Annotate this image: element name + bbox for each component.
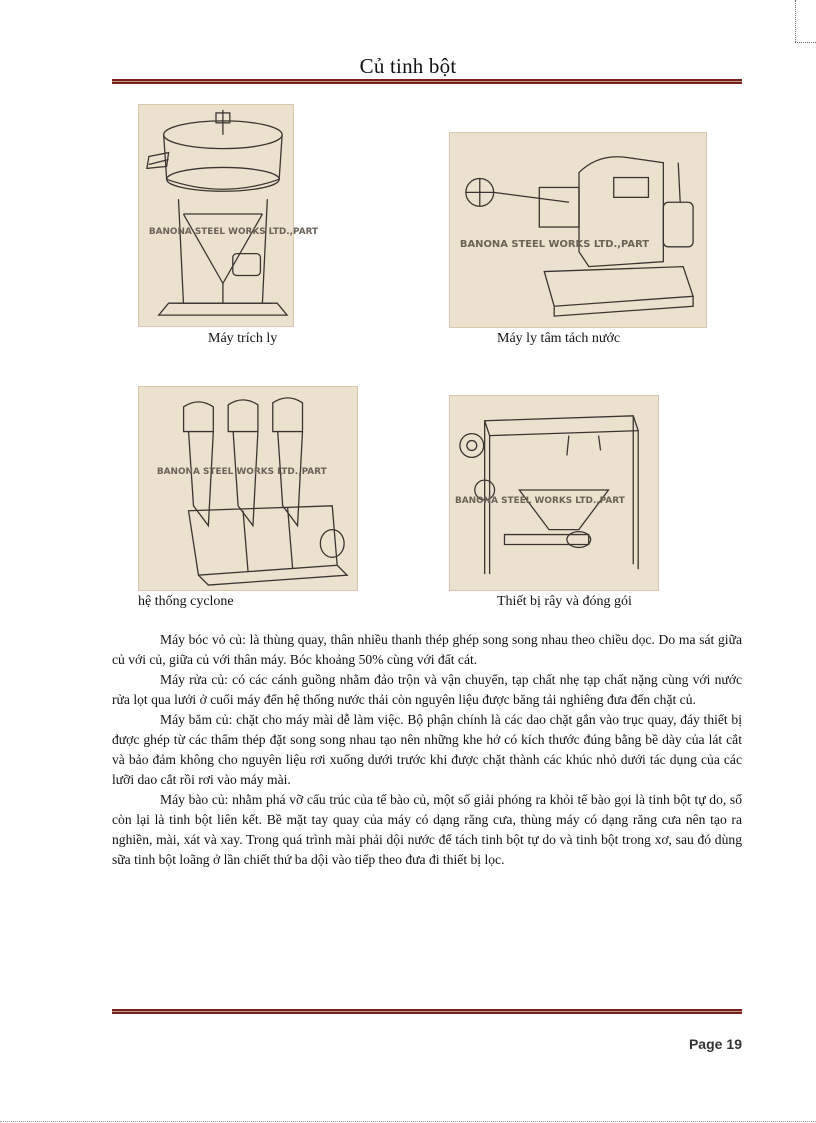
page-number [685,1036,742,1052]
figure-caption: Thiết bị rây và đóng gói [497,594,632,609]
sieving-packing-icon [450,396,658,590]
extraction-machine-drawing [138,104,319,327]
centrifuge-machine-icon [450,133,706,327]
page-corner-mark [795,42,816,43]
cyclone-system-icon [139,387,357,590]
figure-caption: Máy trích ly [208,331,278,346]
svg-text:BANONA STEEL WORKS LTD.,PART: BANONA STEEL WORKS LTD.,PART [148,226,319,237]
footer-rule [112,1009,742,1014]
page-corner-mark [795,0,796,42]
centrifuge-machine-drawing [449,132,707,328]
paragraph-chopping-machine: Máy băm củ: chặt cho máy mài dễ làm việc. Bộ phận chính là các dao chặt gắn vào trục quay, đáy thiết bị được ghép từ các thẩm thép đặt song song nhau tạo nên những khe hở có kích thước đúng bằng bề dày của lát cắt và bảo đảm không cho nguyên liệu rơi xuống dưới trước khi được chặt thành các khúc nhỏ dưới tác dụng của các lưỡi dao cắt rồi rơi vào máy mài. [112,712,742,787]
body-text [112,630,742,870]
header-rule [112,79,742,84]
page-bottom-border [0,1121,816,1122]
figure-caption: hệ thống cyclone [138,594,234,609]
svg-text:BANONA STEEL WORKS LTD.,PART: BANONA STEEL WORKS LTD.,PART [156,467,327,478]
cyclone-system-drawing [138,386,358,591]
extraction-machine-icon [139,105,319,326]
page-label: Page [688,1036,723,1052]
svg-text:BANONA STEEL WORKS LTD.,PART: BANONA STEEL WORKS LTD.,PART [454,495,625,506]
figure-caption: Máy ly tâm tách nước [497,331,621,346]
paragraph-peeling-machine: Máy bóc vỏ củ: là thùng quay, thân nhiều thanh thép ghép song song nhau theo chiều dọc. Do ma sát giữa củ với củ, giữa củ với thân máy. Bóc khoảng 50% cùng với đất cát. [112,632,742,667]
svg-text:BANONA STEEL WORKS LTD.,PART: BANONA STEEL WORKS LTD.,PART [459,238,650,250]
page-number-value: 19 [726,1036,742,1052]
sieving-packing-machine-drawing [449,395,659,591]
paragraph-washing-machine: Máy rửa củ: có các cánh guồng nhằm đảo trộn và vận chuyển, tạp chất nhẹ tạp chất nặng cùng với nước rửa lọt qua lưới ở cuối máy đến hệ thống nước thải còn nguyên liệu được băng tải nghiêng đưa đến chặt củ. [112,672,742,707]
paragraph-grating-machine: Máy bào củ: nhằm phá vỡ cấu trúc của tế bào củ, một số giải phóng ra khỏi tế bào gọi là tinh bột tự do, số còn lại là tinh bột liên kết. Bề mặt tay quay của máy có dạng răng cưa, thùng máy có dạng răng cưa nên tạo ra nghiền, mài, xát và xay. Trong quá trình mài phải dội nước để tách tinh bột tự do và tinh bột trong xơ, sau đó dùng sữa tinh bột loãng ở lần chiết thứ ba dội vào tiếp theo đưa đi thiết bị lọc. [112,792,742,867]
header-title: Củ tinh bột [359,54,457,78]
